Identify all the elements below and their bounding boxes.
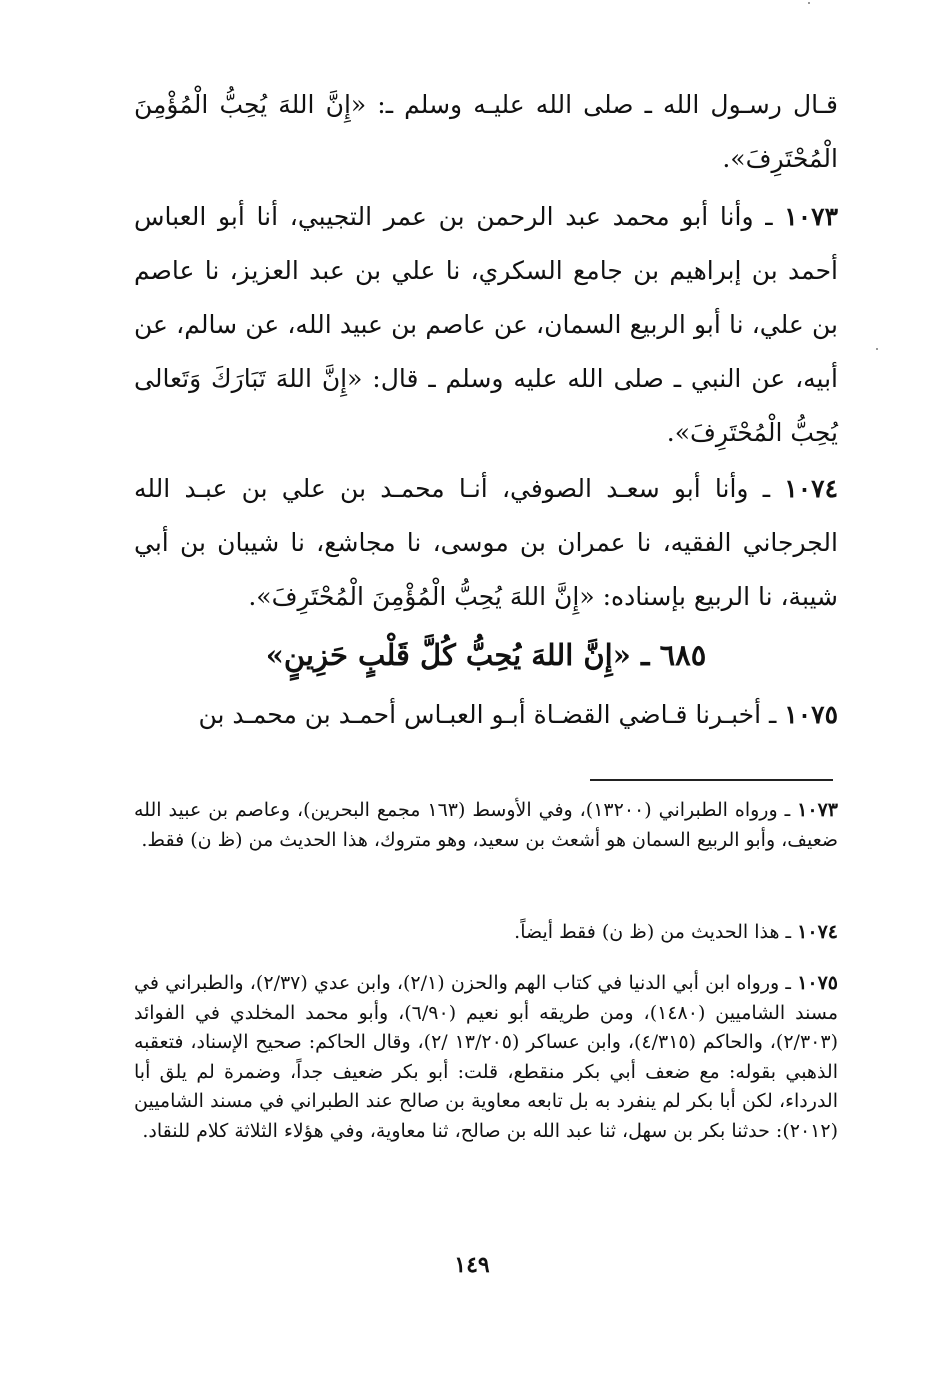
paragraph-text: ـ وأنا أبو محمد عبد الرحمن بن عمر التجيبي، أنا أبو العباس أحمد بن إبراهيم بن جامع السكري، نا علي بن عبد العزيز، نا عاصم بن علي، نا أبو الربيع السمان، عن عاصم بن عبيد الله، عن سالم، عن أبيه، عن النبي ـ صلى الله عليه وسلم ـ قال: «إِنَّ اللهَ تَبَارَكَ وَتَعالى يُحِبُّ الْمُحْتَرِفَ». xyxy=(134,202,838,447)
paragraph-1073 xyxy=(134,190,838,460)
footnote-text: ـ ورواه الطبراني (١٣٢٠٠)، وفي الأوسط (١٦٣ مجمع البحرين)، وعاصم بن عبيد الله ضعيف، وأبو الربيع السمان هو أشعث بن سعيد، وهو متروك، هذا الحديث من (ظ ن) فقط. xyxy=(134,799,838,851)
hadith-number: ١٠٧٣ xyxy=(784,202,838,231)
paragraph-1074 xyxy=(134,462,838,624)
footnote-number: ١٠٧٤ xyxy=(797,921,838,943)
paragraph-text: ـ أخبـرنا قـاضي القضـاة أبـو العبـاس أحمـد بن محمـد بن xyxy=(198,700,777,729)
footnote-text: ـ ورواه ابن أبي الدنيا في كتاب الهم والحزن (٢/١)، وابن عدي (٢/٣٧)، والطبراني في مسند الشاميين (١٤٨٠)، ومن طريقه أبو نعيم (٦/٩٠)، وأبو محمد المخلدي في الفوائد (٢/٣٠٣)، والحاكم (٤/٣١٥)، وابن عساكر (١٣/٢٠٥ /٢)، وقال الحاكم: صحيح الإسناد، فتعقبه الذهبي بقوله: مع ضعف أبي بكر منقطع، قلت: أبو بكر ضعيف جداً، وضمرة لم يلق أبا الدرداء، لكن أبا بكر لم ينفرد به بل تابعه معاوية بن صالح عند الطبراني في مسند الشاميين (٢٠١٢): حدثنا بكر بن سهل، ثنا عبد الله بن صالح، ثنا معاوية، وفي هؤلاء الثلاثة كلام للنقاد. xyxy=(134,972,838,1142)
hadith-number: ١٠٧٥ xyxy=(784,700,838,729)
paragraph-1075 xyxy=(134,688,838,742)
scan-speck xyxy=(876,348,878,350)
paragraph-text: ـ وأنا أبو سعـد الصوفي، أنـا محمـد بن علي بن عبـد الله الجرجاني الفقيه، نا عمران بن موسى، نا مجاشع، نا شيبان بن أبي شيبة، نا الربيع بإسناده: «إِنَّ اللهَ يُحِبُّ الْمُؤْمِنَ الْمُحْتَرِفَ». xyxy=(134,474,838,611)
scan-speck xyxy=(808,2,810,4)
footnote-number: ١٠٧٣ xyxy=(797,799,838,821)
footnote-1074 xyxy=(134,918,838,948)
footnote-1073 xyxy=(134,796,838,855)
hadith-heading: ٦٨٥ ـ «إِنَّ اللهَ يُحِبُّ كُلَّ قَلْبٍ حَزِينٍ» xyxy=(265,638,707,672)
paragraph-continuation xyxy=(134,78,838,186)
footnote-divider xyxy=(590,779,833,781)
page-number: ١٤٩ xyxy=(454,1252,490,1278)
footnote-text: ـ هذا الحديث من (ظ ن) فقط أيضاً. xyxy=(514,921,792,943)
footnote-1075 xyxy=(134,969,838,1146)
footnote-number: ١٠٧٥ xyxy=(797,972,839,994)
hadith-number: ١٠٧٤ xyxy=(784,474,838,503)
paragraph-text: قـال رسـول الله ـ صلى الله عليـه وسلم ـ: «إِنَّ اللهَ يُحِبُّ الْمُؤْمِنَ الْمُحْتَرِفَ». xyxy=(134,90,838,173)
